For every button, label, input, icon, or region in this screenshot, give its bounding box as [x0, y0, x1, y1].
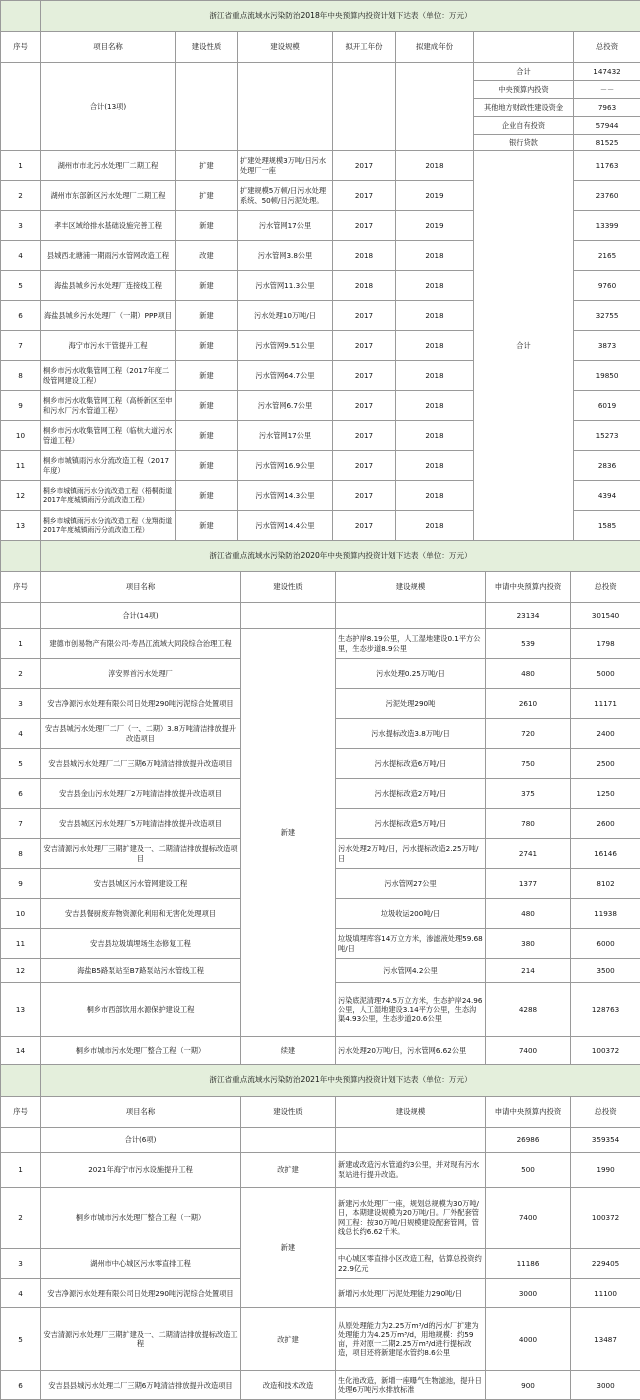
- table-row: [1, 1371, 640, 1400]
- row-name: 桐乡市污水收集管网工程（临杭大道污水管道工程）: [41, 421, 176, 451]
- table-2021-title-row: [1, 1065, 640, 1097]
- row-start: 2017: [333, 331, 396, 361]
- row-total: 3873: [574, 331, 640, 361]
- row-total: 2836: [574, 451, 640, 481]
- row-nature: 扩建: [176, 181, 238, 211]
- table-2018-title-row: [1, 1, 640, 32]
- row-central: 7400: [486, 1037, 571, 1065]
- row-nature: 新建: [176, 421, 238, 451]
- row-no: 13: [1, 511, 41, 541]
- row-name: 安吉清源污水处理厂三期扩建及一、二期清洁排放提标改造项目: [41, 839, 241, 869]
- header-name: 项目名称: [41, 1096, 241, 1128]
- table-row: [1, 1152, 640, 1187]
- row-scale: 污水提标改造6万吨/日: [336, 749, 486, 779]
- row-scale: 污水管网4.2公里: [336, 959, 486, 983]
- row-start: 2017: [333, 451, 396, 481]
- row-total: 16146: [571, 839, 640, 869]
- row-total: 100372: [571, 1037, 640, 1065]
- row-end: 2018: [396, 391, 474, 421]
- row-scale: 垃圾填埋库容14万立方米，渗滤液处理59.68吨/日: [336, 929, 486, 959]
- header-scale: 建设规模: [336, 1096, 486, 1128]
- row-no: 1: [1, 629, 41, 659]
- row-name: 海盐县城乡污水处理厂（一期）PPP项目: [41, 301, 176, 331]
- row-no: 3: [1, 689, 41, 719]
- header-total: 总投资: [571, 1096, 640, 1128]
- row-total: 13487: [571, 1308, 640, 1371]
- row-start: 2017: [333, 151, 396, 181]
- row-total: 3000: [571, 1371, 640, 1400]
- row-name: 湖州市东部新区污水处理厂二期工程: [41, 181, 176, 211]
- header-no: 序号: [1, 32, 41, 63]
- row-scale: 污水管网17公里: [238, 211, 333, 241]
- row-total: 6019: [574, 391, 640, 421]
- row-name: 安吉净源污水处理有限公司日处理290吨污泥综合处置项目: [41, 689, 241, 719]
- row-nature: 新建: [176, 331, 238, 361]
- header-central: 申请中央预算内投资: [486, 1096, 571, 1128]
- row-end: 2019: [396, 181, 474, 211]
- row-start: 2017: [333, 421, 396, 451]
- summary-central: 26986: [486, 1128, 571, 1153]
- summary-no-cell: [1, 1128, 41, 1153]
- row-no: 9: [1, 391, 41, 421]
- row-no: 11: [1, 451, 41, 481]
- row-nature: 新建: [176, 481, 238, 511]
- row-total: 2500: [571, 749, 640, 779]
- row-total: 1250: [571, 779, 640, 809]
- row-total: 2600: [571, 809, 640, 839]
- row-total: 5000: [571, 659, 640, 689]
- row-start: 2017: [333, 391, 396, 421]
- row-total: 3500: [571, 959, 640, 983]
- row-scale: 污水管网3.8公里: [238, 241, 333, 271]
- row-end: 2018: [396, 511, 474, 541]
- row-central: 2610: [486, 689, 571, 719]
- row-central: 2741: [486, 839, 571, 869]
- table-2018-title: 浙江省重点流域水污染防治2018年中央预算内投资计划下达表（单位：万元）: [41, 1, 640, 32]
- title-corner-cell: [1, 541, 41, 572]
- row-nature: 改建: [176, 241, 238, 271]
- row-end: 2018: [396, 241, 474, 271]
- table-row: [1, 629, 640, 659]
- row-central: 480: [486, 659, 571, 689]
- row-central: 1377: [486, 869, 571, 899]
- row-total: 32755: [574, 301, 640, 331]
- row-scale: 从原处理能力为2.25万m³/d的污水厂扩建为处理能力为4.25万m³/d，用地规模：约59亩，并对原一二期2.25万m³/d进行提标改造，项目还将新建尾水管约8.6公里: [336, 1308, 486, 1371]
- row-scale: 污水管网14.4公里: [238, 511, 333, 541]
- row-no: 1: [1, 1152, 41, 1187]
- row-no: 5: [1, 749, 41, 779]
- header-total: 总投资: [571, 572, 640, 603]
- row-name: 安吉清源污水处理厂三期扩建及一、二期清洁排放提标改造工程: [41, 1308, 241, 1371]
- row-end: 2018: [396, 481, 474, 511]
- header-total: 总投资: [574, 32, 640, 63]
- summary-label: 合计(14项): [41, 603, 241, 629]
- row-total: 11763: [574, 151, 640, 181]
- row-total: 23760: [574, 181, 640, 211]
- summary-no-cell: [1, 63, 41, 151]
- header-blank: [474, 32, 574, 63]
- row-total: 13399: [574, 211, 640, 241]
- row-name: 湖州市中心城区污水零直排工程: [41, 1248, 241, 1279]
- row-central: 380: [486, 929, 571, 959]
- row-no: 7: [1, 809, 41, 839]
- row-total: 8102: [571, 869, 640, 899]
- summary-total: 301540: [571, 603, 640, 629]
- row-scale: 污水处理0.25万吨/日: [336, 659, 486, 689]
- row-no: 4: [1, 719, 41, 749]
- row-central: 900: [486, 1371, 571, 1400]
- row-end: 2018: [396, 301, 474, 331]
- header-nature: 建设性质: [176, 32, 238, 63]
- row-central: 500: [486, 1152, 571, 1187]
- row-scale: 污水管网16.9公里: [238, 451, 333, 481]
- header-name: 项目名称: [41, 32, 176, 63]
- table-row: [1, 1187, 640, 1248]
- summary-total: 359354: [571, 1128, 640, 1153]
- row-no: 10: [1, 421, 41, 451]
- row-name: 安吉县县城污水处理二厂三期6万吨清洁排放提升改造项目: [41, 1371, 241, 1400]
- row-total: 1990: [571, 1152, 640, 1187]
- summary-nature-cell: [176, 63, 238, 151]
- row-central: 720: [486, 719, 571, 749]
- row-nature: 新建: [176, 451, 238, 481]
- summary-item-label: 其他地方财政性建设资金: [474, 99, 574, 117]
- row-start: 2017: [333, 211, 396, 241]
- row-total: 2165: [574, 241, 640, 271]
- row-no: 2: [1, 659, 41, 689]
- table-2020-title: 浙江省重点流域水污染防治2020年中央预算内投资计划下达表（单位：万元）: [41, 541, 640, 572]
- header-name: 项目名称: [41, 572, 241, 603]
- row-total: 11938: [571, 899, 640, 929]
- row-scale: 污水提标改造3.8万吨/日: [336, 719, 486, 749]
- row-central: 375: [486, 779, 571, 809]
- summary-label: 合计(6项): [41, 1128, 241, 1153]
- row-no: 11: [1, 929, 41, 959]
- row-central: 4288: [486, 983, 571, 1037]
- row-start: 2017: [333, 481, 396, 511]
- row-name: 安吉县城区污水管网建设工程: [41, 869, 241, 899]
- summary-row: [1, 603, 640, 629]
- row-central: 539: [486, 629, 571, 659]
- row-name: 海盐县城乡污水处理厂连接线工程: [41, 271, 176, 301]
- row-name: 建德市创易物产有限公司-寿昌江流域大同段综合治理工程: [41, 629, 241, 659]
- row-name: 海盐B5路泵站至B7路泵站污水管线工程: [41, 959, 241, 983]
- summary-item-label: 合计: [474, 63, 574, 81]
- row-start: 2017: [333, 361, 396, 391]
- row-end: 2018: [396, 451, 474, 481]
- row-central: 214: [486, 959, 571, 983]
- row-no: 6: [1, 301, 41, 331]
- row-no: 5: [1, 271, 41, 301]
- row-nature: 新建: [176, 391, 238, 421]
- row-scale: 污水管网17公里: [238, 421, 333, 451]
- table-row: [1, 151, 640, 181]
- row-total: 6000: [571, 929, 640, 959]
- header-end: 拟建成年份: [396, 32, 474, 63]
- summary-nature-cell: [241, 603, 336, 629]
- row-scale: 污水管网6.7公里: [238, 391, 333, 421]
- row-scale: 污泥处理290吨: [336, 689, 486, 719]
- row-central: 3000: [486, 1279, 571, 1308]
- row-end: 2019: [396, 211, 474, 241]
- table-2021: [0, 1064, 640, 1400]
- row-scale: 垃圾收运200吨/日: [336, 899, 486, 929]
- row-scale: 扩建处理规模3万吨/日污水处理厂一座: [238, 151, 333, 181]
- row-scale: 污水管网14.3公里: [238, 481, 333, 511]
- table-2020-title-row: [1, 541, 640, 572]
- row-start: 2017: [333, 181, 396, 211]
- summary-central: 23134: [486, 603, 571, 629]
- row-name: 湖州市市北污水处理厂二期工程: [41, 151, 176, 181]
- row-no: 4: [1, 1279, 41, 1308]
- summary-start-cell: [333, 63, 396, 151]
- row-scale: 污水管网11.3公里: [238, 271, 333, 301]
- row-no: 13: [1, 983, 41, 1037]
- row-name: 安吉县城区污水处理厂5万吨清洁排放提升改造项目: [41, 809, 241, 839]
- row-end: 2018: [396, 421, 474, 451]
- row-nature: 新建: [176, 301, 238, 331]
- summary-label: 合计(13项): [41, 63, 176, 151]
- row-start: 2018: [333, 241, 396, 271]
- row-name: 桐乡市城镇雨污水分流改造工程（龙翔街道2017年度城镇雨污分流改造工程）: [41, 511, 176, 541]
- row-scale: 生态护岸8.19公里，人工湿地建设0.1平方公里，生态步道8.9公里: [336, 629, 486, 659]
- row-no: 3: [1, 1248, 41, 1279]
- row-no: 4: [1, 241, 41, 271]
- summary-item-label: 企业自有投资: [474, 117, 574, 135]
- row-central: 750: [486, 749, 571, 779]
- table-2020-header-row: [1, 572, 640, 603]
- table-row: [1, 1308, 640, 1371]
- row-nature: 改造和技术改造: [241, 1371, 336, 1400]
- row-end: 2018: [396, 151, 474, 181]
- row-total: 4394: [574, 481, 640, 511]
- row-name: 安吉净源污水处理有限公司日处理290吨污泥综合处置项目: [41, 1279, 241, 1308]
- row-total: 100372: [571, 1187, 640, 1248]
- row-name: 桐乡市城镇雨污水分流改造工程（2017年度）: [41, 451, 176, 481]
- header-no: 序号: [1, 1096, 41, 1128]
- row-end: 2018: [396, 271, 474, 301]
- summary-row: [1, 63, 640, 81]
- row-end: 2018: [396, 361, 474, 391]
- row-total: 9760: [574, 271, 640, 301]
- row-start: 2017: [333, 511, 396, 541]
- row-end: 2018: [396, 331, 474, 361]
- row-no: 12: [1, 959, 41, 983]
- summary-no-cell: [1, 603, 41, 629]
- table-row: [1, 1037, 640, 1065]
- summary-item-value: 7963: [574, 99, 640, 117]
- row-nature: 新建: [176, 511, 238, 541]
- row-scale: 中心城区零直排小区改造工程，估算总投资约22.9亿元: [336, 1248, 486, 1279]
- table-2020: [0, 540, 640, 1065]
- row-start: 2018: [333, 271, 396, 301]
- summary-nature-cell: [241, 1128, 336, 1153]
- row-no: 3: [1, 211, 41, 241]
- row-scale: 污水管网9.51公里: [238, 331, 333, 361]
- row-name: 安吉县垃圾填埋场生态修复工程: [41, 929, 241, 959]
- row-scale: 生化池改造，新增一座曝气生物滤池，提升日处理6万吨污水排放标准: [336, 1371, 486, 1400]
- row-no: 14: [1, 1037, 41, 1065]
- header-scale: 建设规模: [336, 572, 486, 603]
- table-2021-title: 浙江省重点流域水污染防治2021年中央预算内投资计划下达表（单位：万元）: [41, 1065, 640, 1097]
- row-scale: 污水处理20万吨/日，污水管网6.62公里: [336, 1037, 486, 1065]
- row-no: 2: [1, 181, 41, 211]
- header-scale: 建设规模: [238, 32, 333, 63]
- summary-item-value: 147432: [574, 63, 640, 81]
- summary-scale-cell: [238, 63, 333, 151]
- row-name: 安吉县城污水处理厂二厂三期6万吨清洁排放提升改造项目: [41, 749, 241, 779]
- row-scale: 新建污水处理厂一座，规划总规模为30万吨/日，本期建设规模为20万吨/日。厂外配套管网工程：按30万吨/日规模建设配套管网，管线总长约6.62千米。: [336, 1187, 486, 1248]
- row-name: 桐乡市城市污水处理厂整合工程（一期）: [41, 1037, 241, 1065]
- row-total: 1798: [571, 629, 640, 659]
- summary-row: [1, 1128, 640, 1153]
- table-2018: [0, 0, 640, 541]
- row-no: 10: [1, 899, 41, 929]
- row-central: 11186: [486, 1248, 571, 1279]
- row-scale: 扩建规模5万顿/日污水处理系统、50顿/日污泥处理。: [238, 181, 333, 211]
- table-2018-header-row: [1, 32, 640, 63]
- row-name: 桐乡市西部饮用水源保护建设工程: [41, 983, 241, 1037]
- row-scale: 污水提标改造2万吨/日: [336, 779, 486, 809]
- row-name: 安吉县餐厨废弃物资源化利用和无害化处理项目: [41, 899, 241, 929]
- row-start: 2017: [333, 301, 396, 331]
- row-name: 安吉县金山污水处理厂2万吨清洁排放提升改造项目: [41, 779, 241, 809]
- row-no: 6: [1, 779, 41, 809]
- row-name: 2021年海宁市污水设施提升工程: [41, 1152, 241, 1187]
- row-no: 12: [1, 481, 41, 511]
- row-central: 7400: [486, 1187, 571, 1248]
- row-central: 480: [486, 899, 571, 929]
- merged-total-label: 合计: [474, 151, 574, 541]
- row-name: 海宁市污水干管提升工程: [41, 331, 176, 361]
- header-nature: 建设性质: [241, 1096, 336, 1128]
- row-nature: 续建: [241, 1037, 336, 1065]
- row-name: 安吉县城污水处理厂二厂（一、二期）3.8万吨清洁排放提升改造项目: [41, 719, 241, 749]
- summary-scale-cell: [336, 1128, 486, 1153]
- merged-nature-new: 新建: [241, 1187, 336, 1307]
- row-scale: 污水管网64.7公里: [238, 361, 333, 391]
- row-scale: 新建或改造污水管道约3公里，并对现有污水泵站进行提升改造。: [336, 1152, 486, 1187]
- row-nature: 新建: [176, 271, 238, 301]
- row-total: 128763: [571, 983, 640, 1037]
- row-name: 桐乡市城镇雨污水分流改造工程（梧桐街道2017年度城镇雨污分流改造工程）: [41, 481, 176, 511]
- header-nature: 建设性质: [241, 572, 336, 603]
- row-name: 淳安界首污水处理厂: [41, 659, 241, 689]
- merged-nature-new: 新建: [241, 629, 336, 1037]
- summary-item-value: 81525: [574, 135, 640, 151]
- row-nature: 改扩建: [241, 1152, 336, 1187]
- row-nature: 新建: [176, 211, 238, 241]
- table-2021-header-row: [1, 1096, 640, 1128]
- summary-end-cell: [396, 63, 474, 151]
- row-no: 2: [1, 1187, 41, 1248]
- row-scale: 污染底泥清理74.5万立方米，生态护岸24.96公里，人工湿地建设3.14平方公里，生态沟渠4.93公里，生态步道20.6公里: [336, 983, 486, 1037]
- row-total: 11171: [571, 689, 640, 719]
- row-central: 780: [486, 809, 571, 839]
- summary-scale-cell: [336, 603, 486, 629]
- summary-item-label: 银行贷款: [474, 135, 574, 151]
- row-name: 县城西北塘浦一期雨污水管网改造工程: [41, 241, 176, 271]
- row-no: 8: [1, 361, 41, 391]
- header-central: 申请中央预算内投资: [486, 572, 571, 603]
- header-no: 序号: [1, 572, 41, 603]
- summary-item-label: 中央预算内投资: [474, 81, 574, 99]
- row-scale: 污水提标改造5万吨/日: [336, 809, 486, 839]
- row-total: 19850: [574, 361, 640, 391]
- row-name: 桐乡市污水收集管网工程（2017年度二级管网建设工程）: [41, 361, 176, 391]
- row-no: 1: [1, 151, 41, 181]
- row-nature: 新建: [176, 361, 238, 391]
- row-total: 11100: [571, 1279, 640, 1308]
- row-total: 15273: [574, 421, 640, 451]
- title-corner-cell: [1, 1065, 41, 1097]
- row-no: 5: [1, 1308, 41, 1371]
- row-scale: 污水管网27公里: [336, 869, 486, 899]
- row-total: 229405: [571, 1248, 640, 1279]
- row-no: 6: [1, 1371, 41, 1400]
- row-no: 9: [1, 869, 41, 899]
- row-total: 1585: [574, 511, 640, 541]
- row-scale: 污水处理10万吨/日: [238, 301, 333, 331]
- row-central: 4000: [486, 1308, 571, 1371]
- row-scale: 新增污水处理厂污泥处理能力290吨/日: [336, 1279, 486, 1308]
- row-no: 7: [1, 331, 41, 361]
- summary-item-value: 57944: [574, 117, 640, 135]
- row-no: 8: [1, 839, 41, 869]
- summary-item-value: －－: [574, 81, 640, 99]
- row-name: 桐乡市污水收集管网工程（高桥新区至申和污水厂污水管道工程）: [41, 391, 176, 421]
- row-name: 孝丰区域给排水基础设施完善工程: [41, 211, 176, 241]
- title-corner-cell: [1, 1, 41, 32]
- row-total: 2400: [571, 719, 640, 749]
- header-start: 拟开工年份: [333, 32, 396, 63]
- row-nature: 扩建: [176, 151, 238, 181]
- row-scale: 污水处理2万吨/日，污水提标改造2.25万吨/日: [336, 839, 486, 869]
- row-nature: 改扩建: [241, 1308, 336, 1371]
- row-name: 桐乡市城市污水处理厂整合工程（一期）: [41, 1187, 241, 1248]
